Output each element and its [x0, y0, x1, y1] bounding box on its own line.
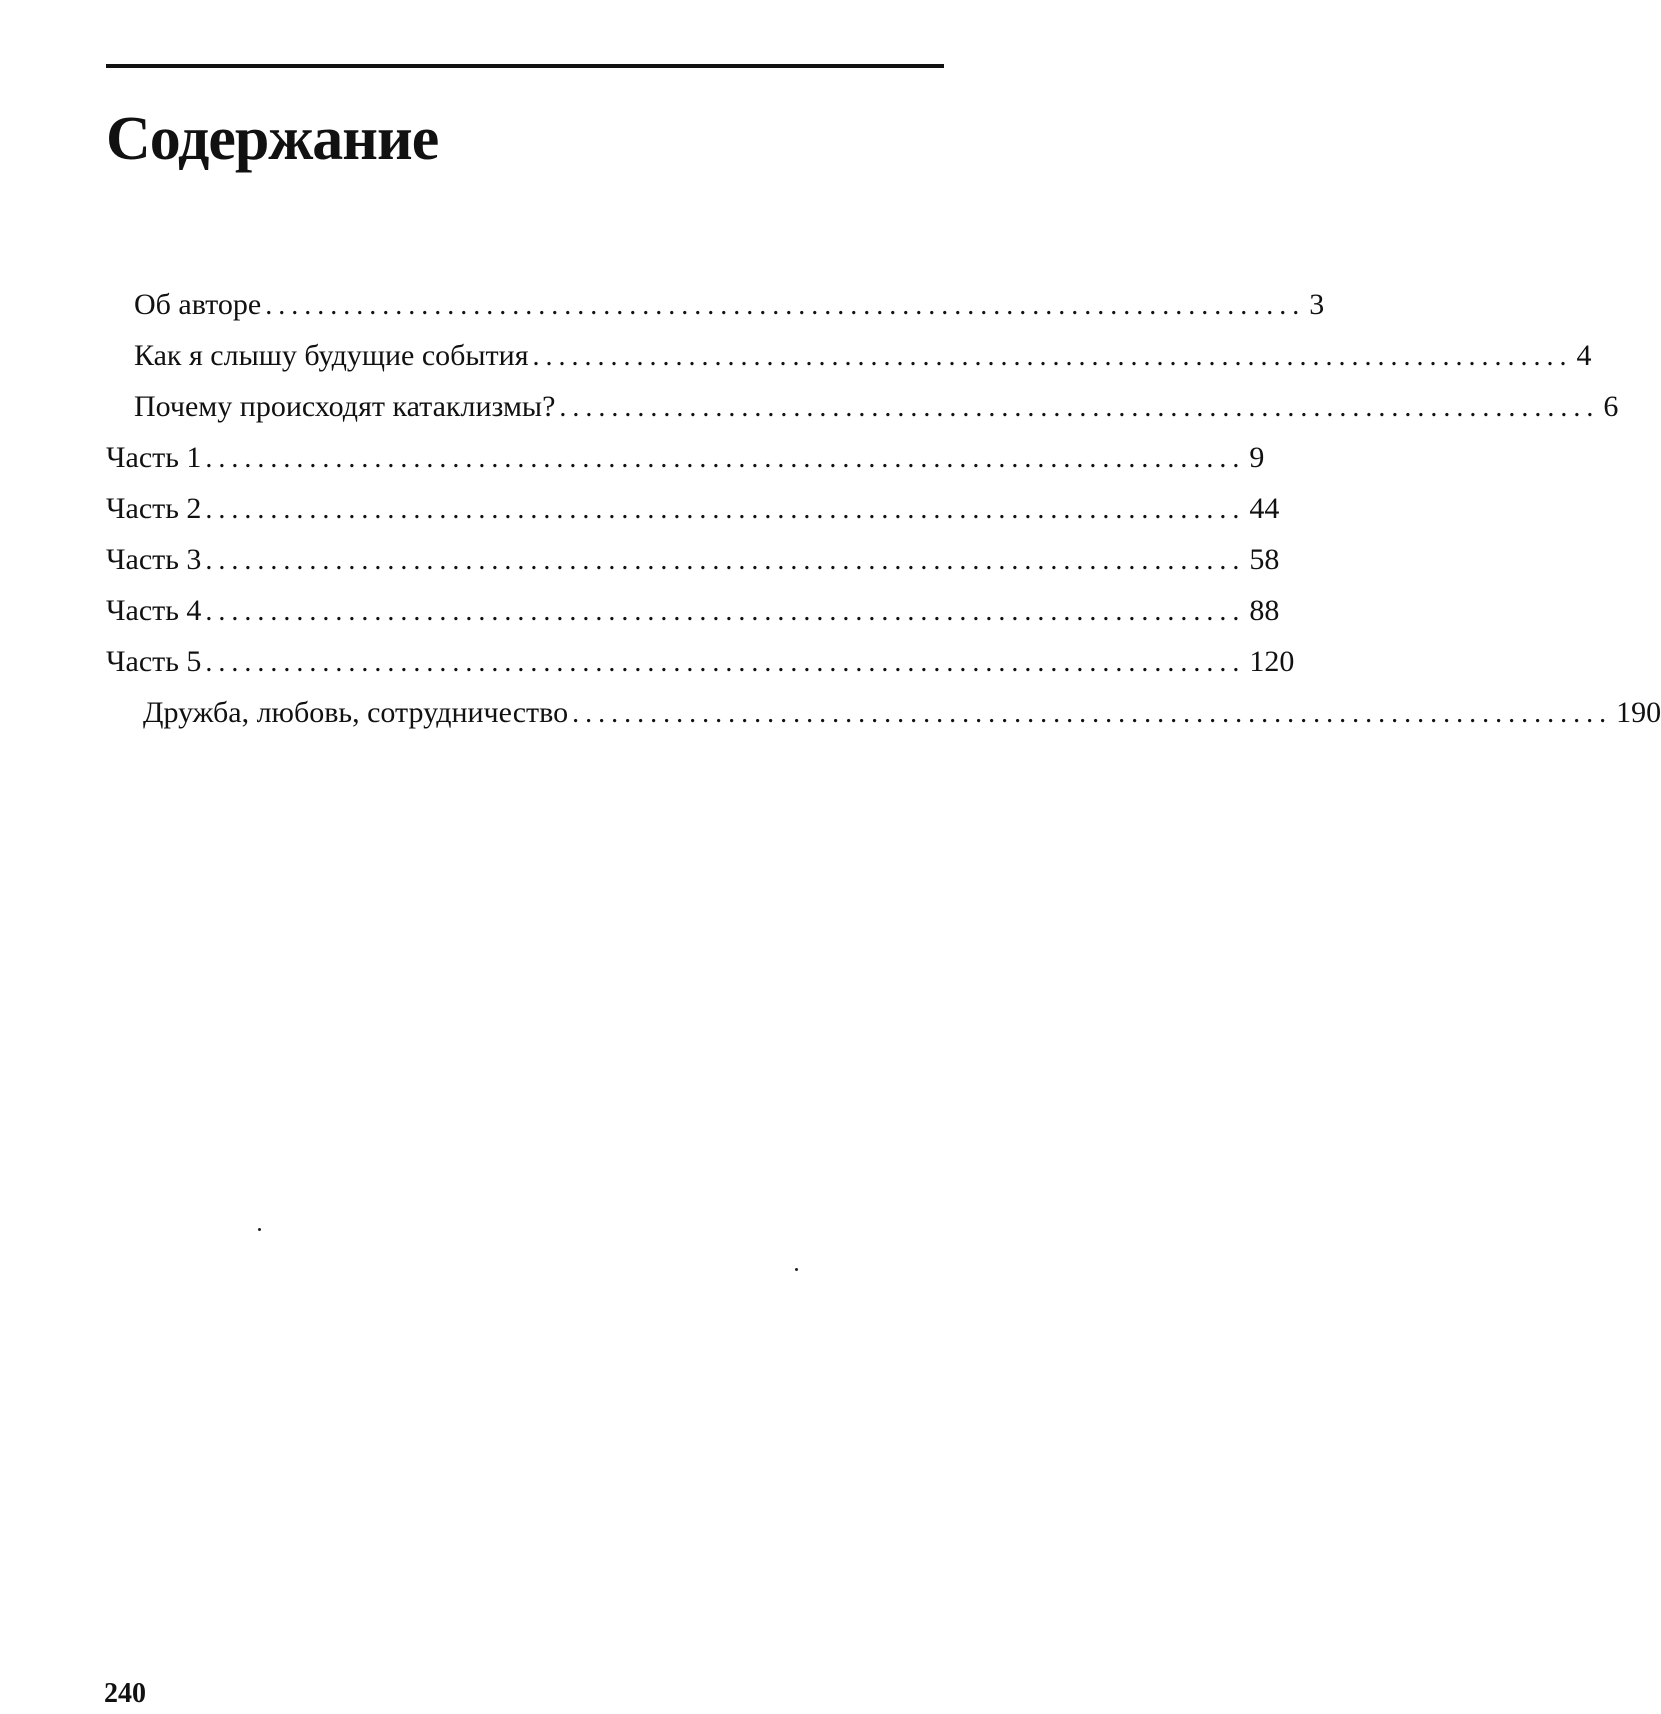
toc-entry-label: Об авторе — [134, 288, 262, 321]
toc-leader-dots: ................................................................................ — [532, 341, 1573, 372]
toc-leader-dots: ................................................................................ — [205, 545, 1246, 576]
toc-entry-label: Дружба, любовь, сотрудничество — [143, 696, 569, 729]
toc-entry-label: Часть 5 — [106, 645, 202, 678]
toc-leader-dots: ................................................................................ — [559, 392, 1600, 423]
toc-entry — [106, 633, 1295, 678]
toc-entry-page: 190 — [1616, 696, 1661, 729]
toc-entry-page: 6 — [1603, 390, 1619, 423]
toc-entry-page: 120 — [1249, 645, 1295, 678]
toc-entry-page: 3 — [1309, 288, 1325, 321]
toc-leader-dots: ................................................................................ — [205, 494, 1246, 525]
toc-entry-label: Часть 4 — [106, 594, 202, 627]
toc-entry-page: 88 — [1249, 594, 1280, 627]
toc-entry-page: 4 — [1576, 339, 1592, 372]
toc-entry — [106, 582, 1280, 627]
top-rule — [106, 64, 944, 68]
toc-entry — [106, 429, 1265, 474]
toc-leader-dots: ................................................................................ — [205, 647, 1246, 678]
toc-entry — [134, 276, 1325, 321]
toc-entry — [143, 684, 1661, 729]
toc-entry-label: Часть 3 — [106, 543, 202, 576]
toc-entry-page: 58 — [1249, 543, 1280, 576]
toc-leader-dots: ................................................................................ — [205, 443, 1246, 474]
toc-leader-dots: ................................................................................ — [205, 596, 1246, 627]
toc-entry-label: Часть 2 — [106, 492, 202, 525]
toc-entry-page: 9 — [1249, 441, 1265, 474]
page-title: Содержание — [106, 105, 439, 173]
toc-entry — [134, 378, 1619, 423]
scan-speck — [795, 1268, 798, 1271]
toc-entry — [134, 327, 1592, 372]
toc-leader-dots: ................................................................................ — [572, 698, 1613, 729]
toc-entry — [106, 480, 1280, 525]
toc-entry-label: Как я слышу будущие события — [134, 339, 529, 372]
toc-entry-label: Почему происходят катаклизмы? — [134, 390, 556, 423]
toc-entry — [106, 531, 1280, 576]
scan-speck — [258, 1228, 261, 1231]
page-number: 240 — [104, 1678, 146, 1709]
toc-leader-dots: ................................................................................ — [265, 290, 1306, 321]
toc-entry-label: Часть 1 — [106, 441, 202, 474]
toc-entry-page: 44 — [1249, 492, 1280, 525]
